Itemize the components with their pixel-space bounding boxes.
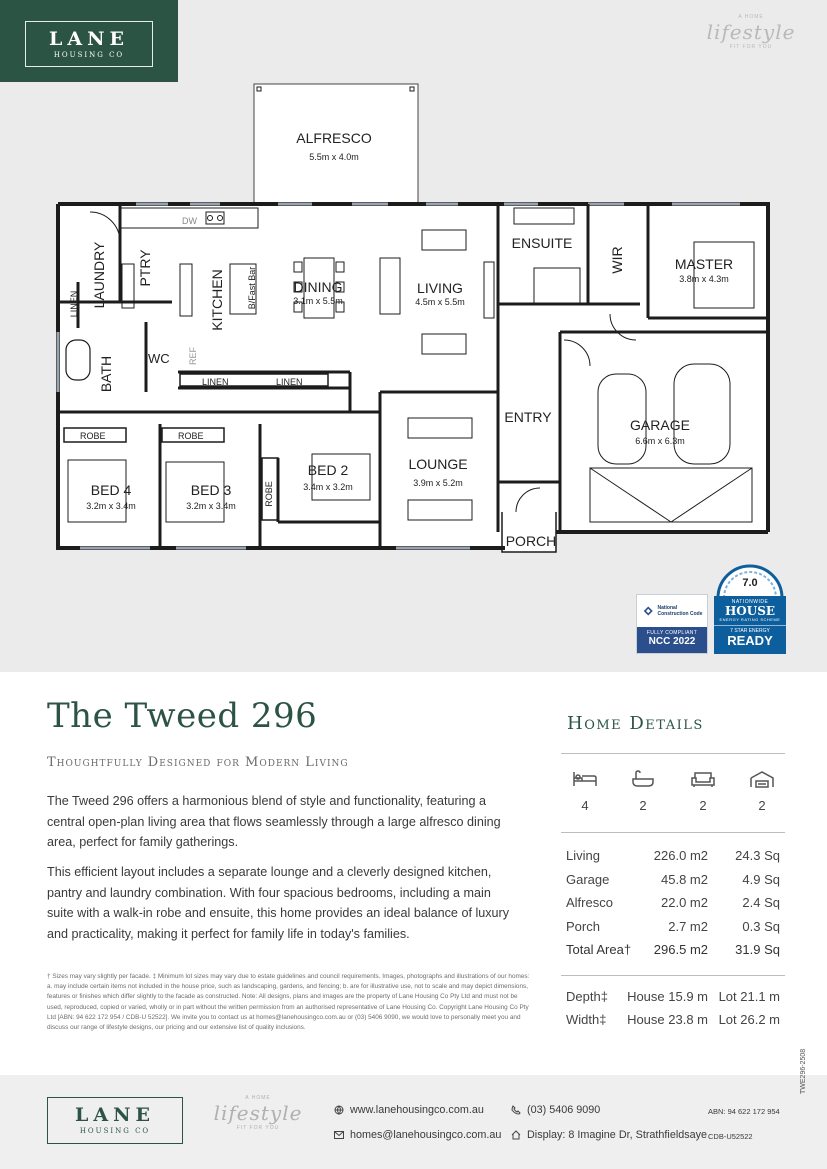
bed3-dims: 3.2m x 3.4m [186,501,236,511]
brand-logo [0,0,178,82]
room-master: MASTER [674,256,734,272]
lifestyle-script: lifestyle [706,20,796,44]
abn-text: ABN: 94 622 172 954 [708,1107,780,1116]
ncc-badge-footer [637,627,707,653]
room-laundry: LAUNDRY [91,241,107,309]
room-lounge: LOUNGE [408,456,468,472]
ref-label: REF [188,347,198,365]
home-icon [511,1130,521,1140]
room-bath: BATH [98,355,114,393]
lifestyle-top: A HOME [738,14,764,20]
area-sq: 2.4 Sq [742,895,780,911]
footer-brand-name: LANE [75,1104,155,1126]
area-name: Living [566,848,600,863]
feature-living [683,770,723,813]
nh-scheme: ENERGY RATING SCHEME [719,617,781,622]
ncc-line2: NCC 2022 [648,636,696,647]
dimension-house: House 15.9 m [627,989,708,1004]
ncc-badge [636,594,708,654]
lounge-dims: 3.9m x 5.2m [413,478,463,488]
room-alfresco: ALFRESCO [296,130,372,146]
display-address [511,1129,707,1141]
living-dims: 4.5m x 5.5m [415,297,465,307]
area-row [566,919,782,943]
area-row [566,872,782,896]
website-text: www.lanehousingco.com.au [350,1104,484,1116]
divider [561,975,785,976]
divider [561,832,785,833]
room-bed4: BED 4 [90,482,132,498]
room-living: LIVING [417,280,463,296]
bathrooms-value: 2 [639,798,647,813]
brand-sub: HOUSING CO [53,51,125,59]
robe-c: ROBE [264,481,274,507]
ncc-logo-icon [643,604,653,618]
alfresco-dims: 5.5m x 4.0m [309,152,359,162]
page-title: The Tweed 296 [47,696,318,736]
rating-value: 7.0 [742,577,758,589]
description-para-2: This efficient layout includes a separate lounge and a cleverly designed kitchen, pantry and laundry combination. With four spacious bedrooms, including a main suite with a walk-in robe and ensuite, this home provides an ideal balance of luxury and practicality, making it perfect for family life in today's families. [47,865,510,941]
nathers-badge [714,560,786,654]
room-kitchen: KITCHEN [209,269,225,331]
page-subtitle: Thoughtfully Designed for Modern Living [47,755,349,770]
dimension-row [566,1012,782,1035]
room-entry: ENTRY [504,409,552,425]
area-sq: 31.9 Sq [735,942,780,958]
room-ensuite: ENSUITE [511,235,573,251]
area-m2: 2.7 m2 [668,918,708,934]
feature-icons [561,770,785,826]
footer [0,1075,827,1169]
bed-icon [572,770,598,788]
linen-c: LINEN [276,377,303,387]
email-text: homes@lanehousingco.com.au [350,1129,502,1141]
brand-name: LANE [49,28,129,50]
garage-dims: 6.6m x 6.3m [635,436,685,446]
lifestyle-logo [692,14,810,70]
feature-garage [742,770,782,813]
bed4-dims: 3.2m x 3.4m [86,501,136,511]
area-name: Total Area† [566,942,632,958]
description-para-1: The Tweed 296 offers a harmonious blend of style and functionality, featuring a central open-plan living area that flows seamlessly through a large alfresco dining area, perfect for family gatherings. [47,794,501,849]
room-ptry: PTRY [137,249,153,287]
room-garage: GARAGE [630,417,690,433]
area-sq: 24.3 Sq [735,848,780,863]
area-m2: 45.8 m2 [661,871,708,887]
phone-link[interactable] [511,1104,600,1116]
master-dims: 3.8m x 4.3m [679,274,729,284]
footer-brand-logo [47,1097,183,1144]
bed2-dims: 3.4m x 3.2m [303,482,353,492]
room-dining: DINING [293,279,343,295]
home-details-title: Home Details [567,713,704,734]
dimension-house: House 23.8 m [627,1012,708,1027]
robe-b: ROBE [178,431,204,441]
ncc-badge-header [637,595,707,627]
area-name: Porch [566,918,600,934]
lifestyle-bottom: FIT FOR YOU [729,44,773,50]
dimension-name: Width‡ [566,1012,607,1027]
cdb-text: CDB-U52522 [708,1132,753,1141]
ncc-title: National Construction Code [657,605,703,617]
room-bed3: BED 3 [190,482,232,498]
nathers-badge-block [714,596,786,654]
nh-star: 7 STAR ENERGY [714,625,786,634]
garage-icon [749,770,775,788]
sofa-icon [690,770,716,788]
mail-icon [334,1131,344,1139]
nh-top: NATIONWIDE [731,599,769,605]
area-row [566,895,782,919]
footer-lifestyle-top: A HOME [245,1095,271,1101]
website-link[interactable] [334,1104,484,1116]
area-m2: 226.0 m2 [653,848,708,863]
robe-a: ROBE [80,431,106,441]
dimension-lot: Lot 26.2 m [718,1012,780,1027]
room-bed2: BED 2 [307,462,349,478]
area-sq: 0.3 Sq [742,918,780,934]
feature-bathrooms [623,770,663,813]
area-row-total [566,942,782,966]
living-value: 2 [699,798,707,813]
footer-lifestyle-bottom: FIT FOR YOU [236,1125,280,1131]
brand-logo-frame [25,21,153,67]
nh-house: HOUSE [724,604,776,618]
area-row [566,848,782,872]
bedrooms-value: 4 [581,798,589,813]
room-wc: WC [148,351,170,366]
email-link[interactable] [334,1129,501,1141]
nh-ready: READY [727,633,773,648]
footer-lifestyle-script: lifestyle [213,1101,303,1125]
feature-bedrooms [565,770,605,813]
footer-lifestyle-logo [206,1095,310,1147]
room-wir: WIR [609,246,625,274]
dimension-lot: Lot 21.1 m [718,989,780,1004]
area-sq: 4.9 Sq [742,871,780,887]
divider [561,753,785,754]
bfast-label: B/Fast Bar [247,266,257,310]
phone-text: (03) 5406 9090 [527,1104,601,1116]
footer-brand-sub: HOUSING CO [79,1127,151,1135]
area-name: Garage [566,871,610,887]
garage-value: 2 [758,798,766,813]
area-m2: 296.5 m2 [653,942,708,958]
dimension-name: Depth‡ [566,989,608,1004]
room-porch: PORCH [505,533,557,549]
phone-icon [511,1105,521,1115]
bath-icon [630,770,656,788]
dimensions-table [566,989,782,1035]
dining-dims: 3.1m x 5.5m [293,296,343,306]
display-text: Display: 8 Imagine Dr, Strathfieldsaye [527,1129,708,1141]
area-table [566,848,782,966]
floor-plan [50,82,780,562]
globe-icon [334,1105,344,1115]
linen-a: LINEN [69,290,79,318]
ncc-line1: FULLY COMPLIANT [646,630,698,636]
fine-print: † Sizes may vary slightly per facade. ‡ Minimum lot sizes may vary due to estate guidelines and council requirements. Images, photographs and illustrations of our homes: a. may include certain items not included in the house price, such as landscaping, gardens, and fencing; b. are for illustrative use, not to scale and may depict dimensions, features or finishes which differ slightly to the facade as constructed. Note: All designs, plans and images are the property of Lane Housing Co Pty Ltd and must not be used, reproduced, copied or varied, wholly or in part without the written permission from an authorised representative of Lane Housing Co. Copyright Lane Housing Co Pty Ltd [ABN: 94 622 172 954 / CDB-U 52522]. We invite you to contact us at homes@lanehousingco.com.au or (03) 5406 9090, we would love to personally meet you and discuss our range of lifestyle designs, our pricing and our extensive list of quality inclusions. [47,973,530,1032]
star-rating-dial-icon [714,560,786,600]
area-name: Alfresco [566,895,613,911]
dw-label: DW [182,216,197,226]
dimension-row [566,989,782,1012]
linen-b: LINEN [202,377,229,387]
document-code: TWE296-2508 [800,1048,807,1094]
area-m2: 22.0 m2 [661,895,708,911]
